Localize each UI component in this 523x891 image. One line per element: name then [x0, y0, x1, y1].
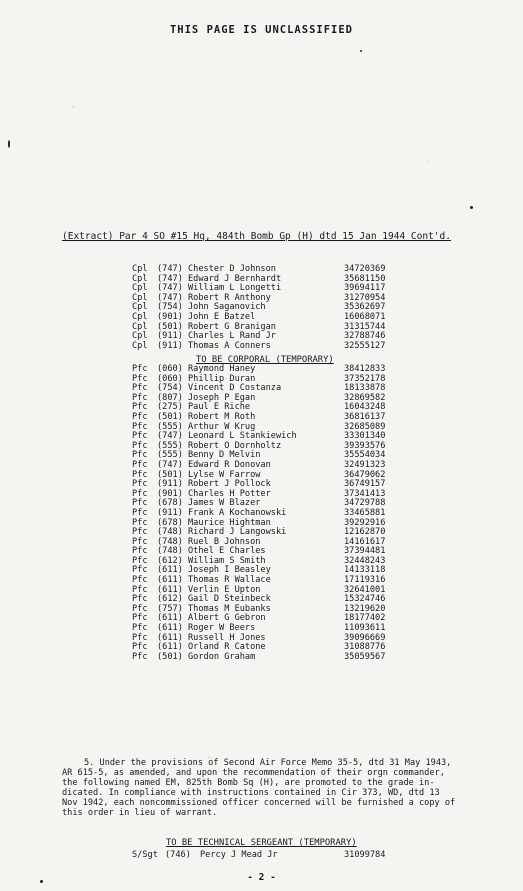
person-name: Thomas R Wallace: [188, 575, 271, 586]
rank: Pfc: [132, 565, 148, 576]
serial-number: 11093611: [344, 623, 386, 634]
rank: Pfc: [132, 402, 148, 413]
rank: Pfc: [132, 383, 148, 394]
rank: Pfc: [132, 488, 148, 499]
mos-code: (555): [157, 440, 183, 451]
person-name: Thomas M Eubanks: [188, 603, 271, 614]
serial-number: 32869582: [344, 392, 386, 403]
rank: Cpl: [132, 292, 148, 303]
person-name: Joseph P Egan: [188, 392, 256, 403]
serial-number: 39292916: [344, 517, 386, 528]
mos-code: (612): [157, 594, 183, 605]
person-name: Richard J Langowski: [188, 527, 287, 538]
person-name: Robert M Roth: [188, 411, 256, 422]
serial-number: 32788746: [344, 331, 386, 342]
mos-code: (611): [157, 613, 183, 624]
serial-number: 35554034: [344, 450, 386, 461]
rank: Pfc: [132, 459, 148, 470]
serial-number: 13219620: [344, 603, 386, 614]
serial-number: 37394481: [344, 546, 386, 557]
person-name: Benny D Melvin: [188, 450, 261, 461]
mos-code: (555): [157, 450, 183, 461]
serial-number: 31315744: [344, 321, 386, 332]
mos-code: (911): [157, 331, 183, 342]
serial-number: 31099784: [344, 850, 386, 860]
rank: Pfc: [132, 517, 148, 528]
person-name: William S Smith: [188, 555, 266, 566]
mos-code: (611): [157, 565, 183, 576]
person-name: Charles L Rand Jr: [188, 331, 276, 342]
mos-code: (612): [157, 555, 183, 566]
promotion-paragraph: [62, 758, 472, 818]
person-name: Lylse W Farrow: [188, 469, 261, 480]
mos-code: (911): [157, 507, 183, 518]
rank: Pfc: [132, 392, 148, 403]
paragraph-line: dicated. In compliance with instructions contained in Cir 373, WD, dtd 13: [62, 788, 440, 798]
rank: Pfc: [132, 536, 148, 547]
rank: Pfc: [132, 651, 148, 662]
serial-number: 35681150: [344, 273, 386, 284]
mos-code: (748): [157, 527, 183, 538]
serial-number: 37352178: [344, 373, 386, 384]
mos-code: (501): [157, 321, 183, 332]
rank: Pfc: [132, 584, 148, 595]
serial-number: 34729788: [344, 498, 386, 509]
scan-mark: [8, 140, 10, 148]
mos-code: (611): [157, 642, 183, 653]
rank: Pfc: [132, 632, 148, 643]
serial-number: 33465881: [344, 507, 386, 518]
rank: Cpl: [132, 331, 148, 342]
rank: S/Sgt: [132, 850, 158, 860]
rank: Cpl: [132, 321, 148, 332]
rank: Pfc: [132, 431, 148, 442]
rank: Pfc: [132, 469, 148, 480]
serial-number: 14161617: [344, 536, 386, 547]
rank: Pfc: [132, 642, 148, 653]
mos-code: (275): [157, 402, 183, 413]
serial-number: 32641001: [344, 584, 386, 595]
rank: Pfc: [132, 555, 148, 566]
serial-number: 37341413: [344, 488, 386, 499]
rank: Pfc: [132, 440, 148, 451]
person-name: Raymond Haney: [188, 364, 256, 374]
serial-number: 32491323: [344, 459, 386, 470]
person-name: Albert G Gebron: [188, 613, 266, 624]
person-name: Maurice Hightman: [188, 517, 271, 528]
rank: Cpl: [132, 273, 148, 284]
paragraph-line: 5. Under the provisions of Second Air Force Memo 35-5, dtd 31 May 1943,: [84, 758, 452, 768]
extract-reference-line: (Extract) Par 4 SO #15 Hq, 484th Bomb Gp (H) dtd 15 Jan 1944 Cont'd.: [62, 231, 451, 242]
rank: Pfc: [132, 411, 148, 422]
serial-number: 18177402: [344, 613, 386, 624]
person-name: John Saganovich: [188, 302, 266, 313]
rank: Pfc: [132, 479, 148, 490]
mos-code: (747): [157, 292, 183, 303]
mos-code: (611): [157, 632, 183, 643]
serial-number: 32685089: [344, 421, 386, 432]
scan-mark: [360, 50, 362, 52]
mos-code: (501): [157, 411, 183, 422]
mos-code: (807): [157, 392, 183, 403]
serial-number: 36749157: [344, 479, 386, 490]
rank: Cpl: [132, 302, 148, 313]
section-title-corporal: TO BE CORPORAL (TEMPORARY): [196, 355, 334, 365]
mos-code: (748): [157, 546, 183, 557]
mos-code: (611): [157, 623, 183, 634]
mos-code: (555): [157, 421, 183, 432]
page-number: - 2 -: [247, 872, 276, 883]
serial-number: 39096669: [344, 632, 386, 643]
person-name: Robert R Anthony: [188, 292, 271, 303]
serial-number: 16043248: [344, 402, 386, 413]
classification-header: THIS PAGE IS UNCLASSIFIED: [169, 24, 354, 36]
mos-code: (060): [157, 364, 183, 374]
rank: Pfc: [132, 594, 148, 605]
person-name: John E Batzel: [188, 311, 256, 322]
serial-number: 39393576: [344, 440, 386, 451]
paragraph-line: Nov 1942, each noncommissioned officer concerned will be furnished a copy of: [62, 798, 456, 808]
rank: Pfc: [132, 450, 148, 461]
rank: Pfc: [132, 373, 148, 384]
rank: Cpl: [132, 283, 148, 294]
serial-number: 31088776: [344, 642, 386, 653]
rank: Pfc: [132, 498, 148, 509]
person-name: Gordon Graham: [188, 651, 256, 662]
rank: Pfc: [132, 507, 148, 518]
serial-number: 35059567: [344, 651, 386, 662]
person-name: Roger W Beers: [188, 623, 256, 634]
serial-number: 33301340: [344, 431, 386, 442]
pfc-list: [132, 365, 432, 662]
rank: Pfc: [132, 527, 148, 538]
scan-mark: [40, 880, 43, 883]
person-name: Othel E Charles: [188, 546, 266, 557]
scan-mark: [470, 206, 473, 209]
roster-row: [132, 653, 432, 663]
person-name: Edward J Bernhardt: [188, 273, 282, 284]
rank: Pfc: [132, 603, 148, 614]
rank: Pfc: [132, 613, 148, 624]
rank: Pfc: [132, 364, 148, 374]
person-name: Edward R Donovan: [188, 459, 271, 470]
mos-code: (757): [157, 603, 183, 614]
person-name: Gail D Steinbeck: [188, 594, 271, 605]
mos-code: (901): [157, 311, 183, 322]
person-name: Russell H Jones: [188, 632, 266, 643]
serial-number: 32448243: [344, 555, 386, 566]
person-name: Thomas A Conners: [188, 340, 271, 351]
mos-code: (901): [157, 488, 183, 499]
corporal-list: [132, 265, 432, 351]
person-name: Robert J Pollock: [188, 479, 271, 490]
person-name: William L Longetti: [188, 283, 282, 294]
serial-number: 15324746: [344, 594, 386, 605]
mos-code: (678): [157, 517, 183, 528]
paragraph-line: AR 615-5, as amended, and upon the recommendation of their orgn commander,: [62, 768, 445, 778]
person-name: Vincent D Costanza: [188, 383, 282, 394]
mos-code: (611): [157, 584, 183, 595]
person-name: Robert G Branigan: [188, 321, 276, 332]
person-name: Verlin E Upton: [188, 584, 261, 595]
serial-number: 35362697: [344, 302, 386, 313]
serial-number: 39694117: [344, 283, 386, 294]
mos-code: (060): [157, 373, 183, 384]
paragraph-line: this order in lieu of warrant.: [62, 808, 218, 818]
rank: Pfc: [132, 421, 148, 432]
rank: Cpl: [132, 311, 148, 322]
serial-number: 12162870: [344, 527, 386, 538]
serial-number: 34720369: [344, 264, 386, 274]
person-name: Arthur W Krug: [188, 421, 256, 432]
mos-code: (754): [157, 383, 183, 394]
serial-number: 14133118: [344, 565, 386, 576]
person-name: Orland R Catone: [188, 642, 266, 653]
person-name: James W Blazer: [188, 498, 261, 509]
rank: Cpl: [132, 264, 148, 274]
person-name: Frank A Kochanowski: [188, 507, 287, 518]
mos-code: (747): [157, 283, 183, 294]
mos-code: (501): [157, 651, 183, 662]
serial-number: 17119316: [344, 575, 386, 586]
person-name: Robert O Dornholtz: [188, 440, 282, 451]
serial-number: 36479062: [344, 469, 386, 480]
mos-code: (747): [157, 459, 183, 470]
person-name: Percy J Mead Jr: [200, 850, 278, 860]
mos-code: (746): [165, 850, 191, 860]
serial-number: 18133878: [344, 383, 386, 394]
person-name: Chester D Johnson: [188, 264, 276, 274]
person-name: Leonard L Stankiewich: [188, 431, 297, 442]
mos-code: (747): [157, 273, 183, 284]
person-name: Charles H Potter: [188, 488, 271, 499]
mos-code: (501): [157, 469, 183, 480]
mos-code: (747): [157, 431, 183, 442]
roster-row: [132, 342, 432, 352]
rank: Cpl: [132, 340, 148, 351]
serial-number: 38412833: [344, 364, 386, 374]
rank: Pfc: [132, 546, 148, 557]
serial-number: 36816137: [344, 411, 386, 422]
rank: Pfc: [132, 575, 148, 586]
mos-code: (754): [157, 302, 183, 313]
person-name: Joseph I Beasley: [188, 565, 271, 576]
person-name: Paul E Riche: [188, 402, 251, 413]
person-name: Phillip Duran: [188, 373, 256, 384]
serial-number: 31270954: [344, 292, 386, 303]
mos-code: (911): [157, 479, 183, 490]
person-name: Ruel B Johnson: [188, 536, 261, 547]
paragraph-line: the following named EM, 825th Bomb Sq (H), are promoted to the grade in-: [62, 778, 435, 788]
mos-code: (678): [157, 498, 183, 509]
section-title-sergeant: TO BE TECHNICAL SERGEANT (TEMPORARY): [166, 838, 357, 848]
rank: Pfc: [132, 623, 148, 634]
mos-code: (747): [157, 264, 183, 274]
mos-code: (611): [157, 575, 183, 586]
serial-number: 32555127: [344, 340, 386, 351]
mos-code: (748): [157, 536, 183, 547]
serial-number: 16068071: [344, 311, 386, 322]
mos-code: (911): [157, 340, 183, 351]
